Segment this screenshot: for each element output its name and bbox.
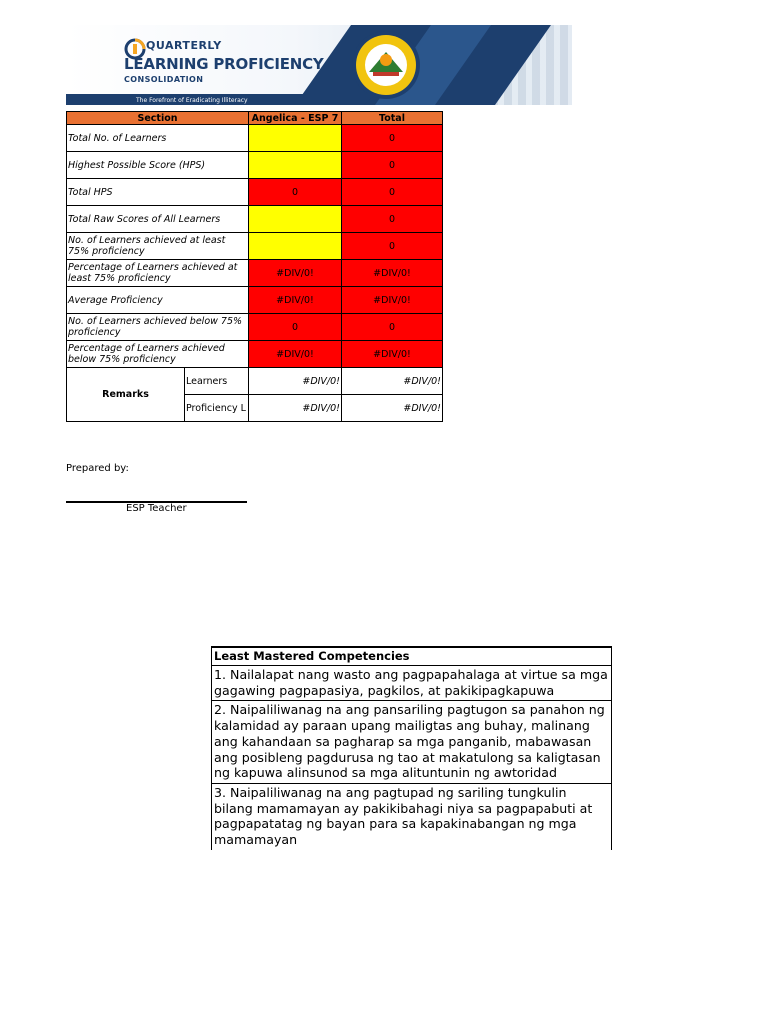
total-cell: #DIV/0! <box>342 341 443 368</box>
banner-title-main: LEARNING PROFICIENCY <box>124 55 324 73</box>
row-label: No. of Learners achieved at least 75% proficiency <box>67 233 249 260</box>
lmc-item <box>212 701 612 784</box>
table-row <box>67 125 443 152</box>
row-label: Total HPS <box>67 179 249 206</box>
table-row <box>67 260 443 287</box>
prepared-by-label: Prepared by: <box>66 463 129 474</box>
lmc-item-text: 1. Nailalapat nang wasto ang pagpapahalaga at virtue sa mga gagawing pagpapasiya, pagkilos, at pakikipagkapuwa <box>212 666 612 701</box>
remarks-value: #DIV/0! <box>249 395 342 422</box>
row-label: Highest Possible Score (HPS) <box>67 152 249 179</box>
remarks-value: #DIV/0! <box>249 368 342 395</box>
lmc-item <box>212 666 612 701</box>
total-cell: 0 <box>342 233 443 260</box>
table-row <box>67 233 443 260</box>
input-cell[interactable] <box>249 125 342 152</box>
table-row <box>67 179 443 206</box>
header-banner <box>66 25 572 105</box>
input-cell[interactable] <box>249 152 342 179</box>
banner-title-quarterly: QUARTERLY <box>146 39 222 52</box>
banner-tagline: The Forefront of Eradicating Illiteracy <box>136 97 248 104</box>
formula-cell: #DIV/0! <box>249 260 342 287</box>
remarks-sub-learners: Learners <box>185 368 249 395</box>
lmc-item-text: 2. Naipaliliwanag na ang pansariling pagtugon sa panahon ng kalamidad ay paraan upang mailigtas ang buhay, malinang ang kahandaan sa pagharap sa mga panganib, mabawasan ang posibleng pagdurusa ng tao at makatulong sa kaligtasan ng kapuwa alinsunod sa mga alituntunin ng awtoridad <box>212 701 612 784</box>
table-row <box>67 314 443 341</box>
remarks-row-learners <box>67 368 443 395</box>
formula-cell: #DIV/0! <box>249 287 342 314</box>
lmc-item-text: 3. Naipaliliwanag na ang pagtupad ng sariling tungkulin bilang mamamayan ay pakikibahagi niya sa pagpapabuti at pagpapatatag ng bayan para sa kapakinabangan ng mga mamamayan <box>212 783 612 849</box>
total-cell: 0 <box>342 206 443 233</box>
input-cell[interactable] <box>249 233 342 260</box>
total-cell: 0 <box>342 314 443 341</box>
total-cell: #DIV/0! <box>342 287 443 314</box>
lmc-header: Least Mastered Competencies <box>212 647 612 666</box>
formula-cell: 0 <box>249 179 342 206</box>
signatory-role: ESP Teacher <box>126 503 187 514</box>
lmc-header-row <box>212 647 612 666</box>
row-label: No. of Learners achieved below 75% proficiency <box>67 314 249 341</box>
row-label: Total No. of Learners <box>67 125 249 152</box>
remarks-label: Remarks <box>67 368 185 422</box>
total-cell: 0 <box>342 152 443 179</box>
header-total: Total <box>342 112 443 125</box>
formula-cell: 0 <box>249 314 342 341</box>
table-row <box>67 287 443 314</box>
formula-cell: #DIV/0! <box>249 341 342 368</box>
total-cell: 0 <box>342 125 443 152</box>
row-label: Average Proficiency <box>67 287 249 314</box>
remarks-total: #DIV/0! <box>342 368 443 395</box>
remarks-total: #DIV/0! <box>342 395 443 422</box>
table-header-row <box>67 112 443 125</box>
header-angelica: Angelica - ESP 7 <box>249 112 342 125</box>
row-label: Percentage of Learners achieved at least 75% proficiency <box>67 260 249 287</box>
header-section: Section <box>67 112 249 125</box>
table-row <box>67 341 443 368</box>
least-mastered-competencies-table <box>211 646 612 850</box>
total-cell: #DIV/0! <box>342 260 443 287</box>
division-seal-icon <box>351 30 421 100</box>
remarks-sub-proficiency: Proficiency L <box>185 395 249 422</box>
table-row <box>67 152 443 179</box>
total-cell: 0 <box>342 179 443 206</box>
table-row <box>67 206 443 233</box>
banner-title-consolidation: CONSOLIDATION <box>124 75 204 84</box>
lmc-item <box>212 783 612 849</box>
input-cell[interactable] <box>249 206 342 233</box>
proficiency-table <box>66 111 443 422</box>
row-label: Total Raw Scores of All Learners <box>67 206 249 233</box>
row-label: Percentage of Learners achieved below 75% proficiency <box>67 341 249 368</box>
